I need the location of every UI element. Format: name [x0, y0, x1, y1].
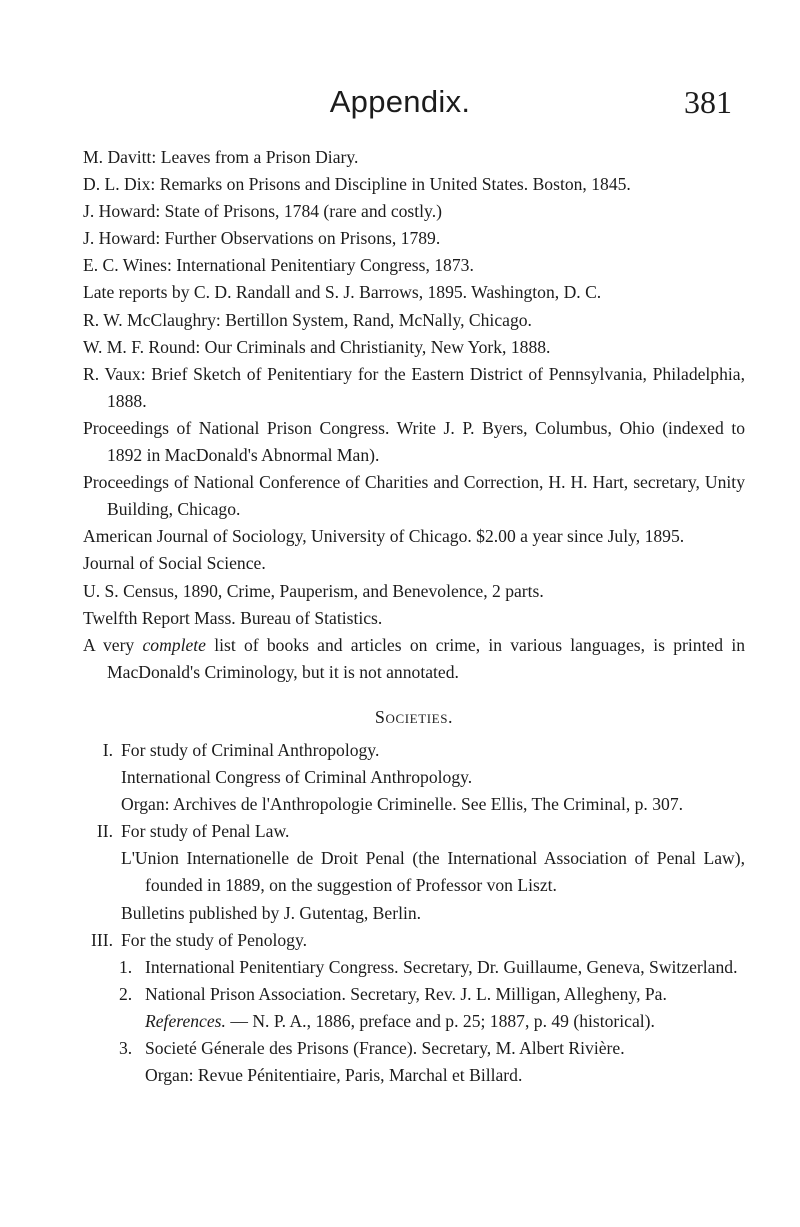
bibliography-entry: E. C. Wines: International Penitentiary Congress, 1873. [83, 255, 474, 276]
society-section-1 [83, 737, 745, 764]
page-body [83, 144, 745, 1089]
bibliography-entry: R. W. McClaughry: Bertillon System, Rand, McNally, Chicago. [83, 309, 532, 330]
item-text: National Prison Association. Secretary, Rev. J. L. Milligan, Allegheny, Pa. [145, 983, 667, 1004]
page-number: 381 [684, 84, 732, 120]
closing-note [83, 632, 745, 686]
references-label: References. [145, 1010, 226, 1031]
running-title: Appendix. [329, 84, 471, 119]
society-item-2 [83, 981, 745, 1008]
organ-line: Organ: Revue Pénitentiaire, Paris, Marchal et Billard. [145, 1065, 523, 1086]
section-line: Organ: Archives de l'Anthropologie Criminelle. See Ellis, The Criminal, p. 307. [121, 794, 684, 815]
references-line [83, 1008, 745, 1035]
section-title: For study of Criminal Anthropology. [121, 739, 380, 760]
society-item-1 [83, 954, 745, 981]
bibliography-entry: U. S. Census, 1890, Crime, Pauperism, and Benevolence, 2 parts. [83, 580, 544, 601]
bibliography-entry: D. L. Dix: Remarks on Prisons and Discipline in United States. Boston, 1845. [83, 174, 631, 195]
references-text: — N. P. A., 1886, preface and p. 25; 1887, p. 49 (historical). [225, 1010, 655, 1031]
bibliography-entry: M. Davitt: Leaves from a Prison Diary. [83, 147, 359, 167]
closing-note-after: list of books and articles on crime, in various languages, is printed in MacDonald's Criminology, but it is not annotated. [107, 634, 746, 682]
bibliography-entry: Journal of Social Science. [83, 553, 266, 574]
bibliography-entry: Twelfth Report Mass. Bureau of Statistics. [83, 607, 383, 628]
society-section-3 [83, 927, 745, 954]
section-line: L'Union Internationelle de Droit Penal (the International Association of Penal Law), founded in 1889, on the suggestion of Professor von Liszt. [121, 848, 745, 896]
section-line: International Congress of Criminal Anthropology. [121, 767, 473, 788]
item-text: International Penitentiary Congress. Secretary, Dr. Guillaume, Geneva, Switzerland. [145, 956, 738, 977]
page-header [0, 84, 800, 134]
item-number: 2. [119, 983, 133, 1004]
bibliography-entry: Proceedings of National Conference of Charities and Correction, H. H. Hart, secretary, Unity Building, Chicago. [83, 472, 745, 520]
societies-heading: Societies. [374, 706, 454, 727]
bibliography-entry: J. Howard: Further Observations on Prisons, 1789. [83, 228, 441, 249]
closing-note-before: A very [83, 634, 143, 655]
item-text: Societé Génerale des Prisons (France). Secretary, M. Albert Rivière. [145, 1038, 625, 1058]
closing-note-emphasis: complete [142, 634, 206, 655]
section-line: Bulletins published by J. Gutentag, Berlin. [121, 902, 422, 923]
section-numeral: II. [96, 821, 113, 842]
bibliography-entry: W. M. F. Round: Our Criminals and Christianity, New York, 1888. [83, 336, 551, 357]
bibliography-entry: J. Howard: State of Prisons, 1784 (rare and costly.) [83, 201, 442, 222]
bibliography-entry: R. Vaux: Brief Sketch of Penitentiary for the Eastern District of Pennsylvania, Philadelphia, 1888. [83, 363, 745, 411]
section-title: For the study of Penology. [121, 929, 308, 950]
bibliography-entry: Late reports by C. D. Randall and S. J. Barrows, 1895. Washington, D. C. [83, 282, 602, 303]
bibliography-entry: Proceedings of National Prison Congress. Write J. P. Byers, Columbus, Ohio (indexed to 1892 in MacDonald's Abnormal Man). [83, 417, 745, 466]
section-title: For study of Penal Law. [121, 821, 290, 842]
section-numeral: III. [91, 929, 113, 950]
item-number: 3. [119, 1038, 133, 1058]
bibliography-entry: American Journal of Sociology, University of Chicago. $2.00 a year since July, 1895. [83, 526, 685, 547]
society-item-3 [83, 1035, 745, 1062]
item-number: 1. [119, 956, 133, 977]
society-section-2 [83, 818, 745, 845]
section-numeral: I. [102, 739, 113, 760]
